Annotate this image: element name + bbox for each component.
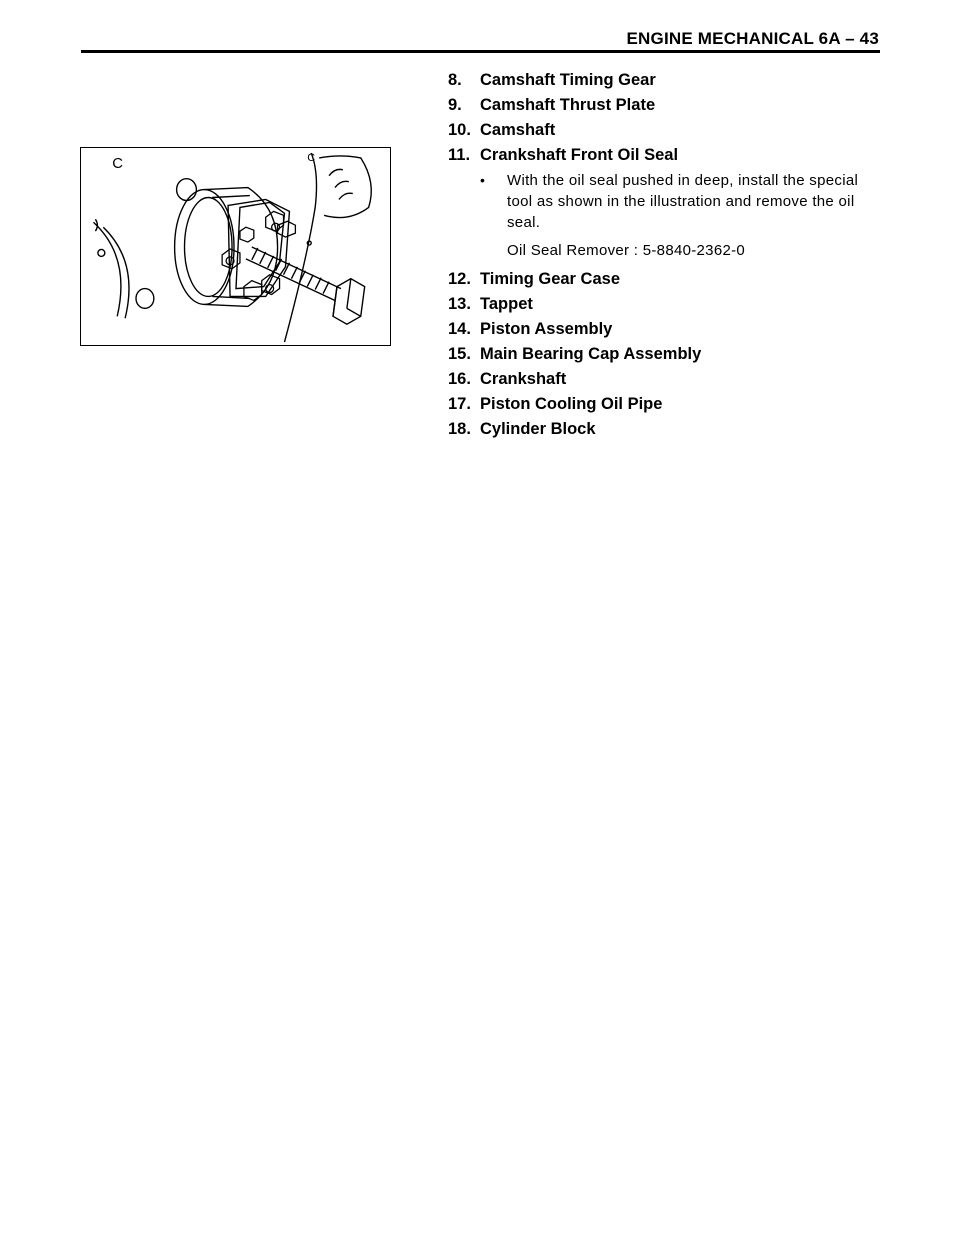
list-item (448, 417, 884, 442)
oil-seal-remover-illustration (80, 147, 391, 346)
list-item-label: Tappet (480, 295, 533, 313)
special-tool-line: Oil Seal Remover : 5-8840-2362-0 (507, 242, 746, 259)
list-item-number: 13. (448, 295, 471, 313)
list-item (448, 143, 884, 168)
procedure-note (480, 170, 884, 233)
list-item (448, 267, 884, 292)
list-item (448, 118, 884, 143)
list-item-label: Cylinder Block (480, 420, 596, 438)
list-item (448, 93, 884, 118)
list-item (448, 317, 884, 342)
list-item-label: Camshaft (480, 121, 556, 139)
list-item-number: 17. (448, 395, 471, 413)
list-item-label: Camshaft Thrust Plate (480, 96, 656, 114)
list-item (448, 68, 884, 93)
list-item-number: 16. (448, 370, 471, 388)
list-item-number: 12. (448, 270, 471, 288)
bullet-icon: • (480, 172, 486, 188)
procedure-note-text: With the oil seal pushed in deep, install the special tool as shown in the illustration and remove the oil seal. (507, 172, 859, 231)
list-item-number: 10. (448, 121, 471, 139)
list-item-label: Piston Assembly (480, 320, 613, 338)
list-item (448, 342, 884, 367)
list-item (448, 367, 884, 392)
list-item-label: Main Bearing Cap Assembly (480, 345, 702, 363)
list-item-number: 18. (448, 420, 471, 438)
list-item-number: 15. (448, 345, 471, 363)
list-item-label: Timing Gear Case (480, 270, 621, 288)
list-item-label: Piston Cooling Oil Pipe (480, 395, 663, 413)
list-item-number: 8. (448, 71, 462, 89)
list-item-label: Crankshaft (480, 370, 567, 388)
list-item-label: Camshaft Timing Gear (480, 71, 656, 89)
figure-label-c-right: C (307, 151, 316, 164)
page-header-title: ENGINE MECHANICAL 6A – 43 (626, 29, 879, 48)
removal-step-list (448, 68, 884, 442)
list-item-number: 9. (448, 96, 462, 114)
figure-label-c-left: C (112, 155, 123, 172)
list-item (448, 292, 884, 317)
list-item-number: 11. (448, 146, 471, 164)
list-item-label: Crankshaft Front Oil Seal (480, 146, 679, 164)
list-item (448, 392, 884, 417)
header-rule (81, 50, 880, 53)
list-item-number: 14. (448, 320, 471, 338)
